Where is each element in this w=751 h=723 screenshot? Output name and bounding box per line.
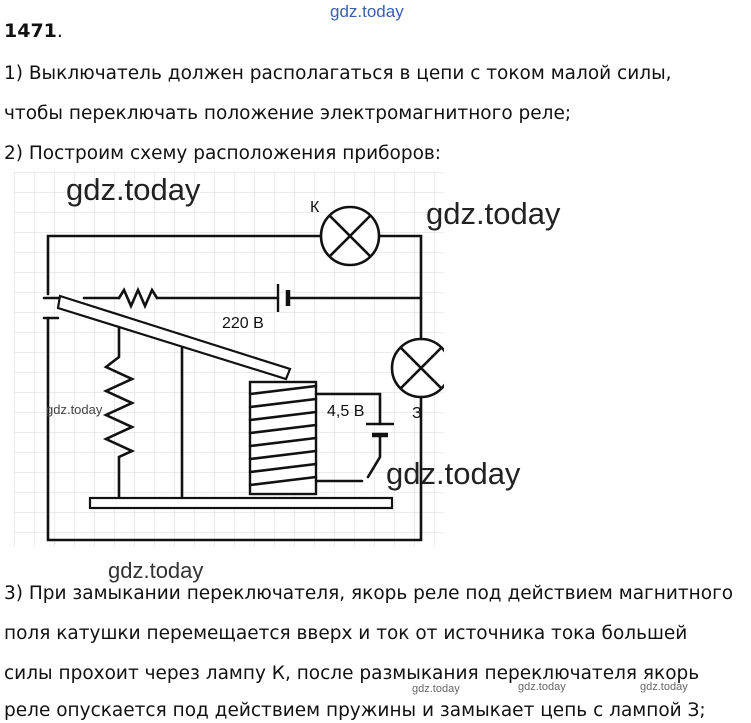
watermark-top: gdz.today: [330, 2, 404, 21]
watermark-4: gdz.today: [386, 456, 521, 491]
text-line-6: силы прохоит через лампу К, после размыкания переключателя якорь: [4, 663, 700, 684]
text-line-5: поля катушки перемещается вверх и ток от источника тока большей: [4, 623, 688, 644]
watermark-7: gdz.today: [518, 681, 566, 693]
text-line-3: 2) Построим схему расположения приборов:: [4, 143, 442, 164]
watermark-3: gdz.today: [46, 402, 103, 417]
text-line-1: 1) Выключатель должен располагаться в цепи с током малой силы,: [4, 63, 672, 84]
problem-number: 1471.: [4, 20, 63, 42]
watermark-2: gdz.today: [426, 196, 561, 231]
lamp-z-label: З: [412, 405, 422, 422]
watermark-6: gdz.today: [412, 683, 460, 695]
lamp-k-label: К: [310, 199, 320, 216]
watermark-1: gdz.today: [66, 172, 201, 207]
text-line-4: 3) При замыкании переключателя, якорь реле под действием магнитного: [4, 583, 734, 604]
relay-circuit-diagram: [14, 172, 444, 547]
lamp-z-icon: [392, 339, 444, 397]
text-line-2: чтобы переключать положение электромагнитного реле;: [4, 103, 572, 124]
voltage-220-label: 220 В: [222, 315, 264, 332]
relay-base: [90, 498, 392, 508]
voltage-45-label: 4,5 В: [327, 403, 365, 420]
watermark-5: gdz.today: [108, 558, 204, 583]
lamp-k-icon: [321, 207, 379, 265]
text-line-7: реле опускается под действием пружины и замыкает цепь с лампой З;: [4, 700, 706, 721]
watermark-8: gdz.today: [640, 681, 688, 693]
